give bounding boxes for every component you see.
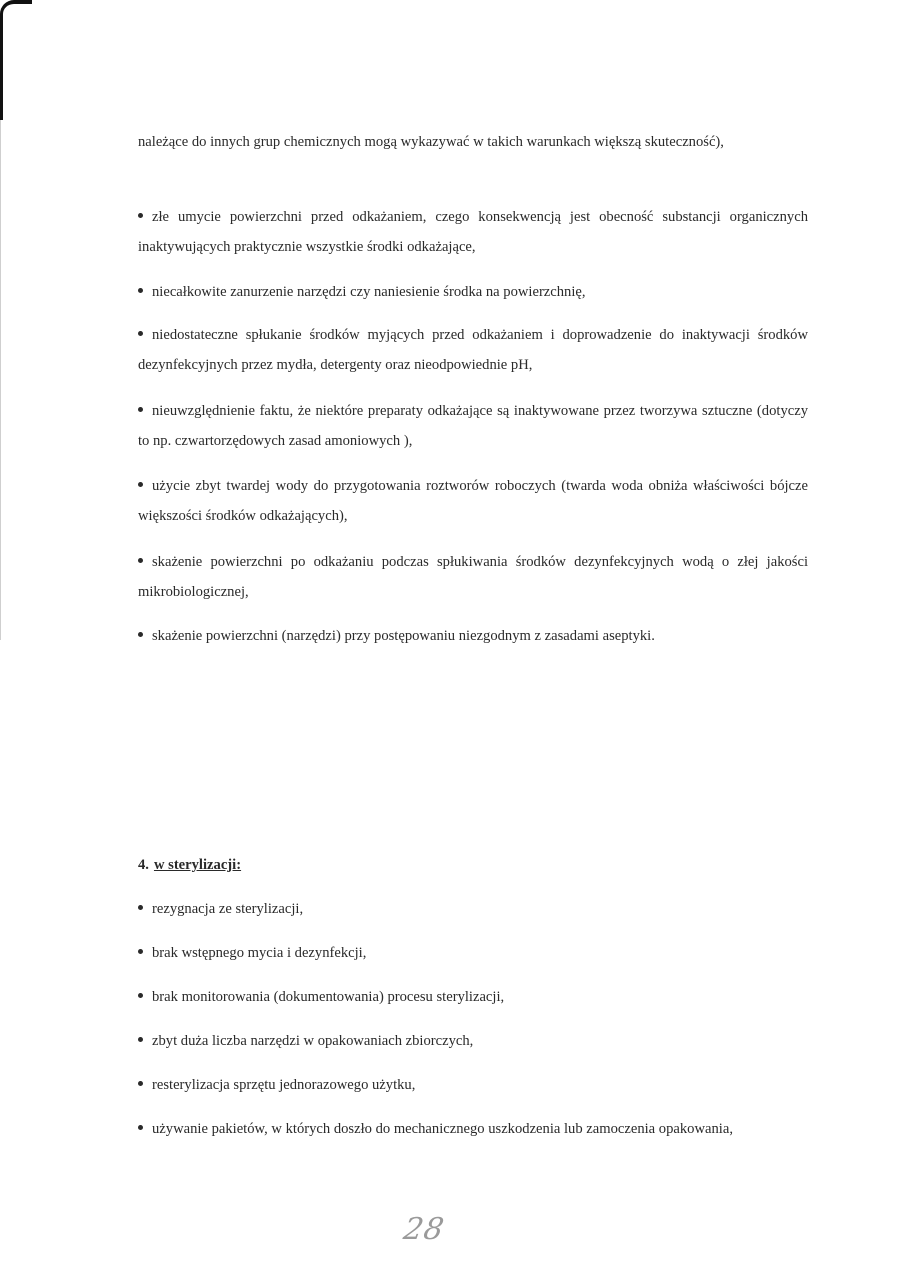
bullet-icon bbox=[138, 288, 143, 293]
scan-corner-mark bbox=[0, 0, 32, 120]
list-item-disinfection-6 bbox=[138, 547, 808, 607]
bullet-icon bbox=[138, 905, 143, 910]
list-item-text: skażenie powierzchni po odkażaniu podczas spłukiwania środków dezynfekcyjnych wodą o złej jakości mikrobiologicznej, bbox=[138, 554, 808, 600]
bullet-icon bbox=[138, 331, 143, 336]
section-heading-sterilization bbox=[138, 850, 241, 880]
list-item-disinfection-4 bbox=[138, 396, 808, 456]
list-item-disinfection-7 bbox=[138, 621, 808, 651]
list-item-disinfection-2 bbox=[138, 277, 808, 307]
bullet-icon bbox=[138, 482, 143, 487]
bullet-icon bbox=[138, 213, 143, 218]
list-item-sterilization-3 bbox=[138, 982, 808, 1012]
list-item-text: użycie zbyt twardej wody do przygotowania roztworów roboczych (twarda woda obniża właściwości bójcze większości środków odkażających), bbox=[138, 478, 808, 524]
list-item-text: brak wstępnego mycia i dezynfekcji, bbox=[152, 945, 367, 961]
list-item-text: niedostateczne spłukanie środków myjących przed odkażaniem i doprowadzenie do inaktywacji środków dezynfekcyjnych przez mydła, detergenty oraz nieodpowiednie pH, bbox=[138, 327, 808, 373]
list-item-text: używanie pakietów, w których doszło do mechanicznego uszkodzenia lub zamoczenia opakowania, bbox=[152, 1121, 733, 1137]
bullet-icon bbox=[138, 1125, 143, 1130]
bullet-icon bbox=[138, 1037, 143, 1042]
list-item-sterilization-1 bbox=[138, 894, 808, 924]
list-item-sterilization-5 bbox=[138, 1070, 808, 1100]
bullet-icon bbox=[138, 993, 143, 998]
section-number: 4. bbox=[138, 857, 149, 873]
page-number: 28 bbox=[400, 1212, 448, 1247]
list-item-text: rezygnacja ze sterylizacji, bbox=[152, 901, 304, 917]
bullet-icon bbox=[138, 558, 143, 563]
list-item-disinfection-5 bbox=[138, 471, 808, 531]
intro-continuation: należące do innych grup chemicznych mogą wykazywać w takich warunkach większą skuteczność), bbox=[138, 134, 724, 150]
list-item-disinfection-1 bbox=[138, 202, 808, 262]
bullet-icon bbox=[138, 1081, 143, 1086]
list-item-sterilization-6 bbox=[138, 1114, 818, 1144]
list-item-text: skażenie powierzchni (narzędzi) przy postępowaniu niezgodnym z zasadami aseptyki. bbox=[152, 628, 655, 644]
section-title: w sterylizacji: bbox=[153, 857, 242, 873]
list-item-text: nieuwzględnienie faktu, że niektóre preparaty odkażające są inaktywowane przez tworzywa sztuczne (dotyczy to np. czwartorzędowych zasad amoniowych ), bbox=[138, 403, 808, 449]
list-item-sterilization-2 bbox=[138, 938, 808, 968]
list-item-text: niecałkowite zanurzenie narzędzi czy naniesienie środka na powierzchnię, bbox=[152, 284, 586, 300]
bullet-icon bbox=[138, 632, 143, 637]
bullet-icon bbox=[138, 949, 143, 954]
bullet-icon bbox=[138, 407, 143, 412]
list-item-text: resterylizacja sprzętu jednorazowego użytku, bbox=[152, 1077, 416, 1093]
list-item-sterilization-4 bbox=[138, 1026, 808, 1056]
list-item-text: brak monitorowania (dokumentowania) procesu sterylizacji, bbox=[152, 989, 505, 1005]
list-item-text: złe umycie powierzchni przed odkażaniem, czego konsekwencją jest obecność substancji organicznych inaktywujących praktycznie wszystkie środki odkażające, bbox=[138, 209, 808, 255]
list-item-text: zbyt duża liczba narzędzi w opakowaniach zbiorczych, bbox=[152, 1033, 474, 1049]
list-item-disinfection-3 bbox=[138, 320, 808, 380]
